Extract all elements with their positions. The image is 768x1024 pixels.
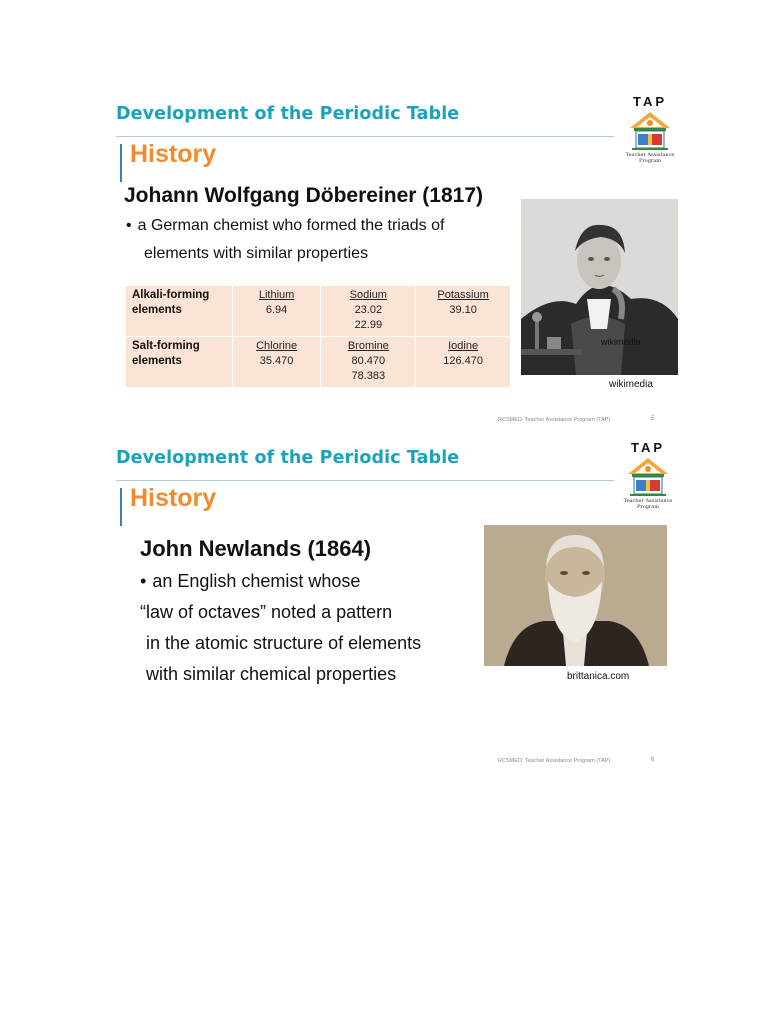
page-number: 6 bbox=[651, 757, 655, 763]
dobereiner-portrait bbox=[521, 199, 678, 375]
table-cell bbox=[416, 337, 510, 388]
bullet-icon: • bbox=[126, 217, 132, 234]
school-house-icon bbox=[628, 110, 672, 152]
description-line-1: • an English chemist whose bbox=[140, 571, 361, 591]
logo-text: TAP bbox=[630, 440, 666, 455]
history-accent-bar bbox=[120, 488, 122, 526]
description-line-2: “law of octaves” noted a pattern bbox=[140, 602, 393, 622]
section-heading: History bbox=[130, 140, 217, 168]
table-cell bbox=[321, 337, 416, 388]
element-name: Bromine bbox=[347, 340, 389, 352]
title-divider bbox=[116, 136, 614, 137]
history-accent-bar bbox=[120, 144, 122, 182]
table-cell bbox=[232, 286, 321, 337]
logo-text: TAP bbox=[632, 94, 668, 109]
triads-table bbox=[126, 286, 510, 387]
newlands-portrait bbox=[484, 525, 667, 666]
school-house-icon bbox=[626, 456, 670, 498]
title-divider bbox=[116, 480, 614, 481]
slide-5 bbox=[0, 90, 768, 434]
portrait-photo-icon bbox=[484, 525, 667, 666]
element-name: Potassium bbox=[437, 289, 489, 301]
atomic-weight: 22.99 bbox=[354, 319, 383, 331]
slide-title: Development of the Periodic Table bbox=[116, 448, 460, 468]
slide-title: Development of the Periodic Table bbox=[116, 104, 460, 124]
person-name: Johann Wolfgang Döbereiner (1817) bbox=[124, 184, 483, 207]
row-header: Salt-forming elements bbox=[126, 337, 232, 388]
element-name: Iodine bbox=[448, 340, 479, 352]
bullet-icon: • bbox=[140, 571, 147, 591]
logo-caption: Teacher Assistance Program bbox=[623, 498, 673, 510]
image-watermark: wikimedia bbox=[601, 337, 641, 347]
element-name: Lithium bbox=[258, 289, 295, 301]
table-row bbox=[126, 286, 510, 337]
table-cell bbox=[232, 337, 321, 388]
atomic-weight: 6.94 bbox=[265, 304, 288, 316]
description-line-3: in the atomic structure of elements bbox=[146, 633, 422, 653]
description-line-4: with similar chemical properties bbox=[146, 664, 397, 684]
slide-6 bbox=[0, 434, 768, 778]
tap-logo bbox=[618, 440, 678, 520]
atomic-weight: 80.470 bbox=[351, 355, 386, 367]
atomic-weight: 39.10 bbox=[449, 304, 477, 316]
element-name: Chlorine bbox=[256, 340, 298, 352]
section-heading: History bbox=[130, 484, 217, 512]
tap-logo bbox=[620, 94, 680, 174]
footer-text: RCSMED: Teacher Assistance Program (TAP) bbox=[498, 417, 611, 423]
description-line-2: elements with similar properties bbox=[144, 245, 369, 262]
element-name: Sodium bbox=[349, 289, 387, 301]
description-line-1: • a German chemist who formed the triads of bbox=[126, 217, 445, 234]
atomic-weight: 23.02 bbox=[354, 304, 383, 316]
table-row bbox=[126, 337, 510, 388]
page-number: 5 bbox=[651, 416, 655, 422]
table-cell bbox=[321, 286, 416, 337]
table-cell bbox=[416, 286, 510, 337]
footer-text: RCSMED: Teacher Assistance Program (TAP) bbox=[498, 758, 611, 764]
person-name: John Newlands (1864) bbox=[140, 536, 372, 561]
atomic-weight: 78.383 bbox=[351, 370, 386, 382]
atomic-weight: 35.470 bbox=[259, 355, 294, 367]
image-credit: wikimedia bbox=[609, 379, 653, 390]
portrait-engraving-icon bbox=[521, 199, 678, 375]
image-credit: brittanica.com bbox=[567, 671, 630, 682]
row-header: Alkali-forming elements bbox=[132, 289, 210, 316]
logo-caption: Teacher Assistance Program bbox=[625, 152, 675, 164]
atomic-weight: 126.470 bbox=[443, 355, 483, 367]
